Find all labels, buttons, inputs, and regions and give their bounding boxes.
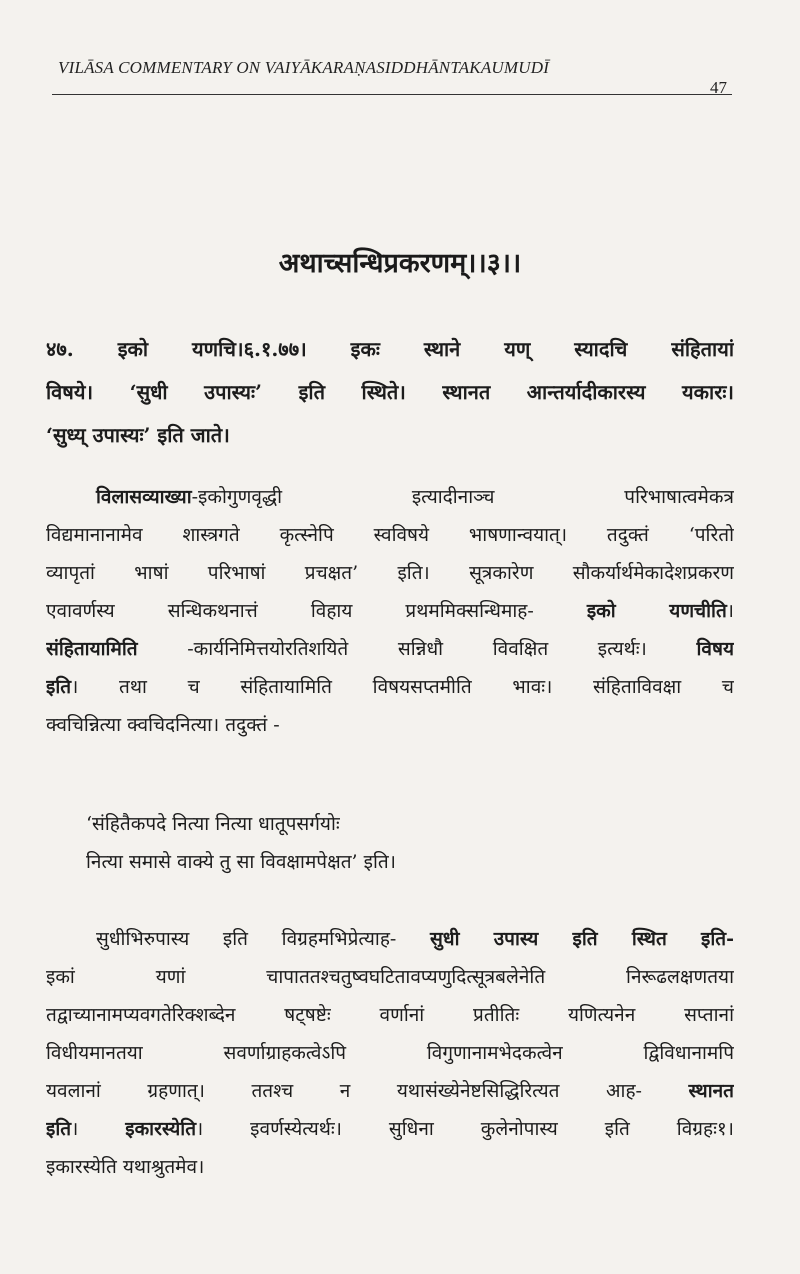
commentary-line: व्यापृतां भाषां परिभाषां प्रचक्षत’ इति। सूत्रकारेण सौकर्यार्थमेकादेशप्रकरण — [46, 562, 734, 584]
commentary-line: तद्वाच्यानामप्यवगतेरिक्शब्देन षट्षष्टेः वर्णानां प्रतीतिः यणित्यनेन सप्तानां — [46, 1004, 734, 1026]
commentary-line: विद्यमानानामेव शास्त्रगते कृत्स्नेपि स्वविषये भाषणान्वयात्। तदुक्तं ‘परितो — [46, 524, 734, 546]
commentary-line — [46, 920, 734, 958]
header-rule — [52, 94, 732, 95]
quoted-verse — [86, 805, 396, 881]
sutra-line-2: विषये। ‘सुधी उपास्यः’ इति स्थिते। स्थानत आन्तर्यादीकारस्य यकारः। — [46, 380, 734, 404]
sutra-block — [46, 328, 734, 457]
dash: - — [726, 928, 734, 950]
commentary-text: । इवर्णस्येत्यर्थः। सुधिना कुलेनोपास्य इति विग्रहः१। — [196, 1118, 734, 1140]
term-reference: सुधी उपास्य इति स्थित इति — [430, 928, 727, 950]
commentary-line: क्वचिन्नित्या क्वचिदनित्या। तदुक्तं - — [46, 714, 280, 736]
commentary-text: सुधीभिरुपास्य इति विग्रहमभिप्रेत्याह- — [96, 928, 397, 950]
commentary-text: -कार्यनिमित्तयोरतिशयिते सन्निधौ विवक्षित इत्यर्थः। — [187, 638, 647, 660]
term-reference: स्थानत — [688, 1080, 734, 1102]
commentary-paragraph-1 — [46, 478, 734, 744]
commentary-paragraph-2 — [46, 920, 734, 1186]
commentary-line — [46, 668, 734, 706]
page-number: 47 — [710, 78, 727, 97]
commentary-line: इकां यणां चापाततश्चतुष्वघटितावप्यणुदित्सूत्रबलेनेति निरूढलक्षणतया — [46, 966, 734, 988]
commentary-label: विलासव्याख्या — [96, 486, 192, 508]
commentary-line — [46, 1110, 734, 1148]
verse-line-2: नित्या समासे वाक्ये तु सा विवक्षामपेक्षत’ इति। — [86, 851, 396, 873]
sutra-line-3: ‘सुध्य् उपास्यः’ इति जाते। — [46, 423, 230, 447]
commentary-line: इकारस्येति यथाश्रुतमेव। — [46, 1156, 205, 1178]
verse-line-1: ‘संहितैकपदे नित्या नित्या धातूपसर्गयोः — [86, 813, 340, 835]
term-reference: इति — [46, 676, 72, 698]
danda: । — [726, 600, 734, 622]
sutra-reference: इको यणचीति — [586, 600, 727, 622]
danda: । — [71, 1118, 79, 1140]
commentary-line: विधीयमानतया सवर्णाग्राहकत्वेऽपि विगुणानामभेदकत्वेन द्विविधानामपि — [46, 1042, 734, 1064]
commentary-line — [46, 478, 734, 516]
running-header-title: VILĀSA COMMENTARY ON VAIYĀKARAṆASIDDHĀNTAKAUMUDĪ — [58, 58, 550, 77]
commentary-text: । तथा च संहितायामिति विषयसप्तमीति भावः। संहिताविवक्षा च — [71, 676, 734, 698]
term-reference: विषय — [696, 638, 734, 660]
commentary-text: यवलानां ग्रहणात्। ततश्च न यथासंख्येनेष्टसिद्धिरित्यत आह- — [46, 1080, 642, 1102]
term-reference: इकारस्येति — [125, 1118, 197, 1140]
term-reference: संहितायामिति — [46, 638, 138, 660]
section-title: अथाच्सन्धिप्रकरणम्।।३।। — [278, 248, 522, 279]
commentary-text: -इकोगुणवृद्धी इत्यादीनाञ्च परिभाषात्वमेकत्र — [191, 486, 734, 508]
commentary-text: एवावर्णस्य सन्धिकथनात्तं विहाय प्रथममिक्सन्धिमाह- — [46, 600, 534, 622]
commentary-line — [46, 1072, 734, 1110]
sutra-line-1: ४७. इको यणचि।६.१.७७। इकः स्थाने यण् स्यादचि संहितायां — [46, 337, 734, 361]
commentary-line — [46, 630, 734, 668]
commentary-line — [46, 592, 734, 630]
term-reference: इति — [46, 1118, 72, 1140]
